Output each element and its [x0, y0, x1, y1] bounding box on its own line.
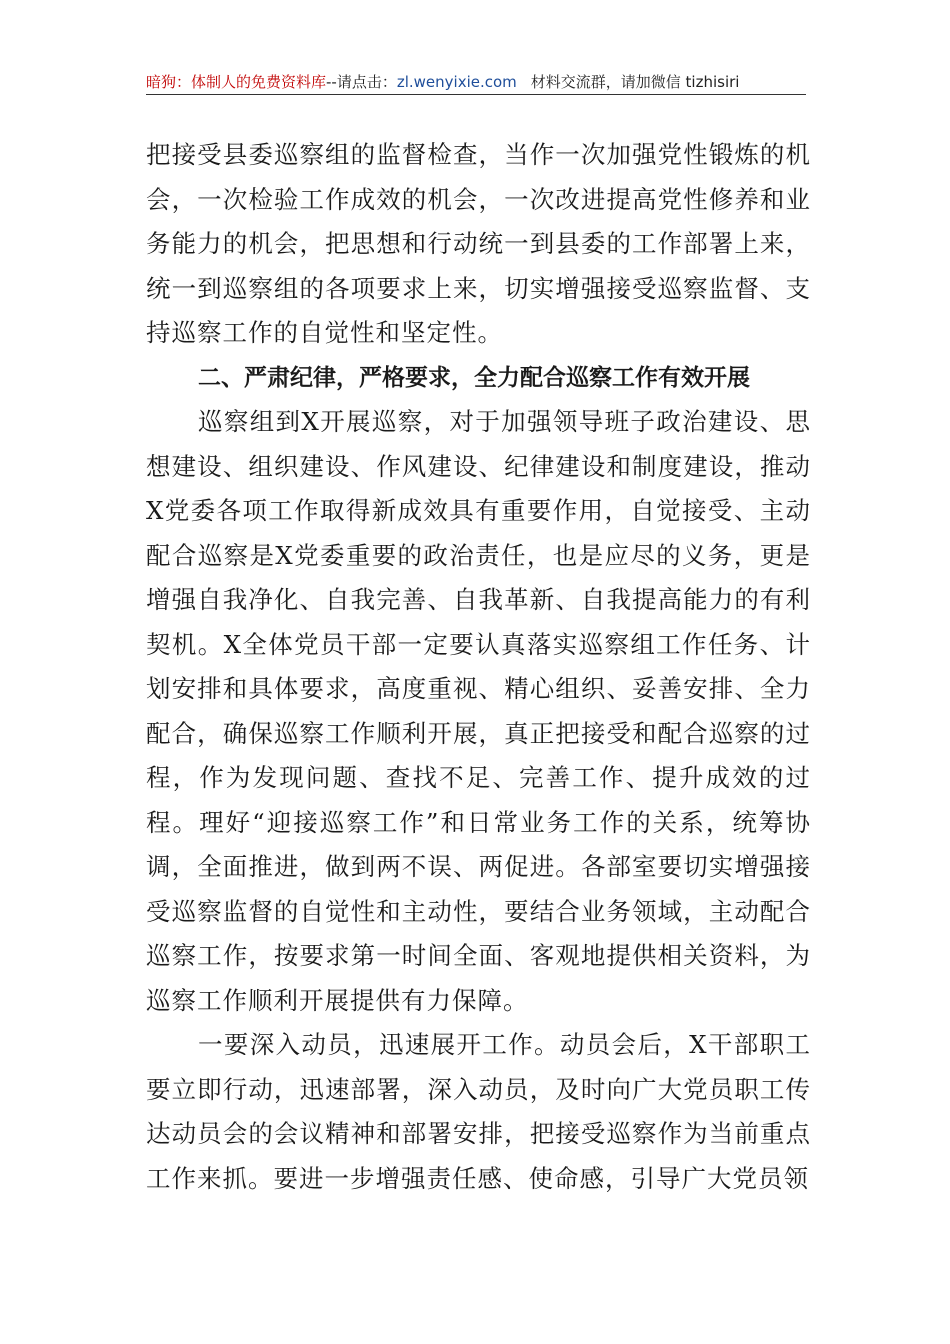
paragraph-3: 一要深入动员，迅速展开工作。动员会后，X干部职工要立即行动，迅速部署，深入动员，及时向广大党员职工传达动员会的会议精神和部署安排，把接受巡察作为当前重点工作来抓。要进一步增强责任感、使命感，引导广大党员领: [146, 1030, 811, 1193]
header-click-prompt: --请点击：: [326, 73, 397, 91]
section-heading-2: 二、严肃纪律，严格要求，全力配合巡察工作有效开展: [198, 364, 750, 391]
document-body: [146, 133, 811, 1201]
header-divider: [146, 94, 806, 95]
page-header: [146, 70, 806, 94]
header-url-link[interactable]: zl.wenyixie.com: [396, 73, 517, 91]
header-wechat-note: 材料交流群，请加微信 tizhisiri: [530, 73, 740, 91]
paragraph-1: 把接受县委巡察组的监督检查，当作一次加强党性锻炼的机会，一次检验工作成效的机会，一次改进提高党性修养和业务能力的机会，把思想和行动统一到县委的工作部署上来，统一到巡察组的各项要求上来，切实增强接受巡察监督、支持巡察工作的自觉性和坚定性。: [146, 140, 811, 347]
header-brand: 暗狗：体制人的免费资料库: [146, 73, 327, 91]
paragraph-2: 巡察组到X开展巡察，对于加强领导班子政治建设、思想建设、组织建设、作风建设、纪律建设和制度建设，推动X党委各项工作取得新成效具有重要作用，自觉接受、主动配合巡察是X党委重要的政治责任，也是应尽的义务，更是增强自我净化、自我完善、自我革新、自我提高能力的有利契机。X全体党员干部一定要认真落实巡察组工作任务、计划安排和具体要求，高度重视、精心组织、妥善安排、全力配合，确保巡察工作顺利开展，真正把接受和配合巡察的过程，作为发现问题、查找不足、完善工作、提升成效的过程。理好“迎接巡察工作”和日常业务工作的关系，统筹协调，全面推进，做到两不误、两促进。各部室要切实增强接受巡察监督的自觉性和主动性，要结合业务领域，主动配合巡察工作，按要求第一时间全面、客观地提供相关资料，为巡察工作顺利开展提供有力保障。: [146, 407, 811, 1015]
